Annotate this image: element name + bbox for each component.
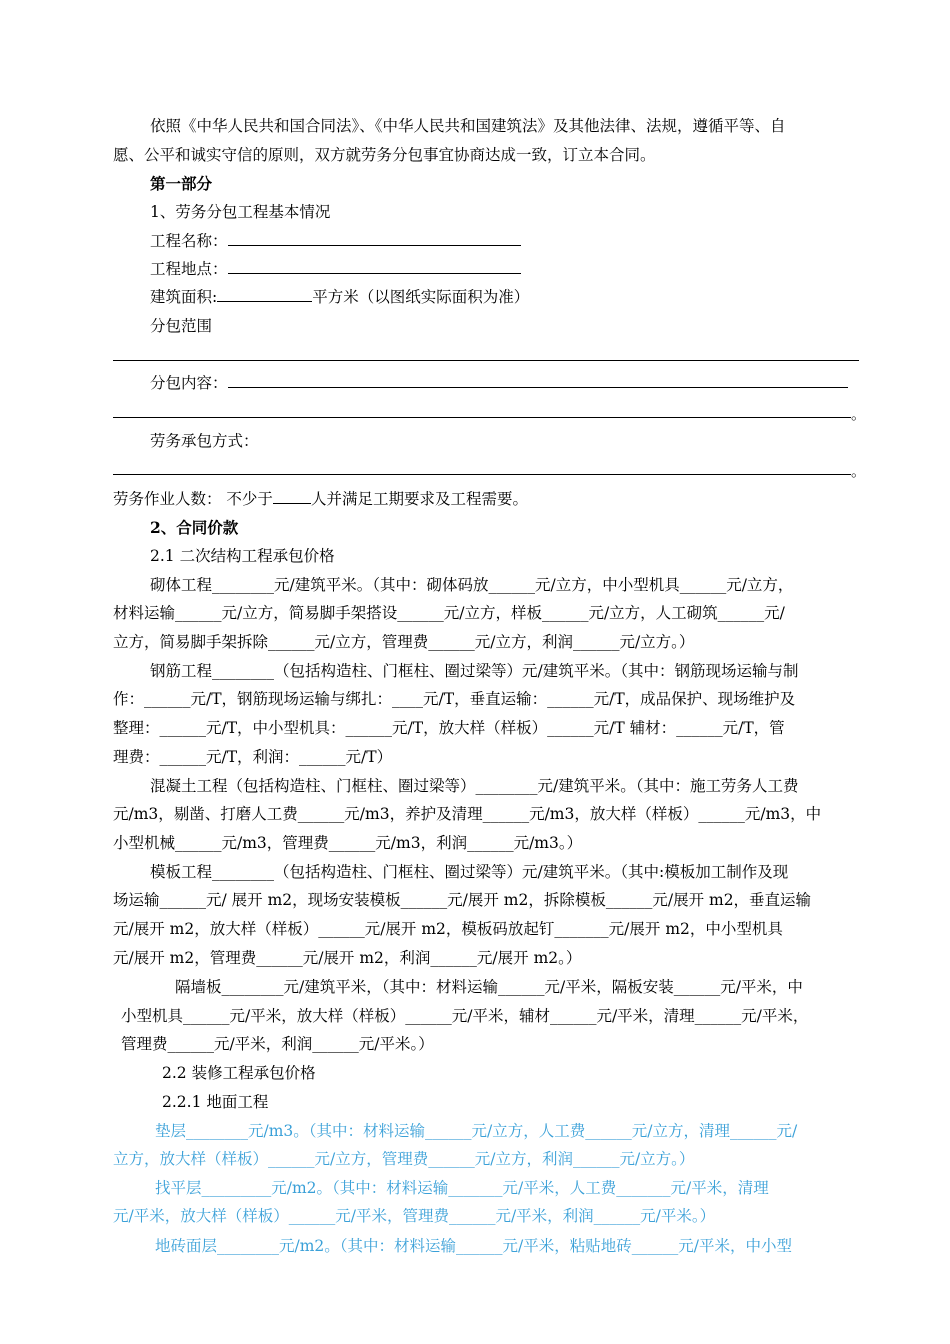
tile-line: 地砖面层________元/m2。（其中：材料运输______元/平米，粘贴地砖______元/平米，中小型 xyxy=(155,1237,792,1255)
project-location-row xyxy=(150,259,900,279)
leveling-line: 元/平米，放大样（样板）______元/平米，管理费______元/平米，利润______元/平米。） xyxy=(113,1207,716,1225)
mode-label: 劳务承包方式： xyxy=(150,432,259,450)
formwork-line: 元/展开 m2，管理费______元/展开 m2，利润______元/展开 m2。） xyxy=(113,949,582,967)
project-name-field[interactable] xyxy=(228,231,521,246)
area-field[interactable] xyxy=(217,287,312,302)
section-2-1: 2.1 二次结构工程承包价格 xyxy=(150,547,335,565)
masonry-line: 立方，简易脚手架拆除______元/立方，管理费______元/立方，利润______元/立方。） xyxy=(113,633,695,651)
concrete-line: 元/m3，剔凿、打磨人工费______元/m3，养护及清理______元/m3，放大样（样板）______元/m3，中 xyxy=(113,805,822,823)
content-period: 。 xyxy=(851,405,867,423)
concrete-line: 小型机械______元/m3，管理费______元/m3，利润______元/m3。） xyxy=(113,834,583,852)
rebar-line: 理费：______元/T，利润：______元/T） xyxy=(113,748,393,766)
masonry-line: 砌体工程________元/建筑平米。（其中：砌体码放______元/立方，中小型机具______元/立方， xyxy=(150,576,794,594)
section-2-2-1: 2.2.1 地面工程 xyxy=(162,1093,269,1111)
area-row xyxy=(150,287,900,307)
content-field-line-2[interactable] xyxy=(113,417,851,418)
project-name-label: 工程名称： xyxy=(150,232,228,250)
masonry-line: 材料运输______元/立方，简易脚手架搭设______元/立方，样板______元/立方，人工砌筑______元/ xyxy=(113,604,785,622)
section1-heading: 1、劳务分包工程基本情况 xyxy=(150,203,331,221)
project-location-label: 工程地点： xyxy=(150,260,228,278)
intro-line-2: 愿、公平和诚实守信的原则，双方就劳务分包事宜协商达成一致，订立本合同。 xyxy=(113,146,656,164)
workers-suffix: 人并满足工期要求及工程需要。 xyxy=(310,490,528,508)
formwork-line: 场运输______元/ 展开 m2，现场安装模板______元/展开 m2，拆除模板______元/展开 m2，垂直运输 xyxy=(113,891,812,909)
area-label: 建筑面积: xyxy=(150,288,218,306)
partition-line: 管理费______元/平米，利润______元/平米。） xyxy=(121,1035,434,1053)
project-location-field[interactable] xyxy=(228,259,521,274)
intro-line-1: 依照《中华人民共和国合同法》、《中华人民共和国建筑法》及其他法律、法规，遵循平等、自 xyxy=(150,117,786,135)
leveling-line: 找平层_________元/m2。（其中：材料运输_______元/平米，人工费_______元/平米，清理 xyxy=(155,1179,769,1197)
area-suffix: 平方米（以图纸实际面积为准） xyxy=(312,288,530,306)
scope-label: 分包范围 xyxy=(150,317,213,335)
rebar-line: 作：______元/T，钢筋现场运输与绑扎：____元/T，垂直运输：______元/T，成品保护、现场维护及 xyxy=(113,690,796,708)
partition-line: 小型机具______元/平米，放大样（样板）______元/平米，辅材______元/平米，清理______元/平米， xyxy=(121,1007,809,1025)
workers-row xyxy=(113,489,863,509)
concrete-line: 混凝土工程（包括构造柱、门框柱、圈过梁等）________元/建筑平米。（其中：施工劳务人工费 xyxy=(150,777,799,795)
cushion-line: 立方，放大样（样板）______元/立方，管理费______元/立方，利润______元/立方。） xyxy=(113,1150,695,1168)
scope-field[interactable] xyxy=(113,360,859,361)
partition-line: 隔墙板________元/建筑平米，（其中：材料运输______元/平米，隔板安装______元/平米，中 xyxy=(175,978,803,996)
workers-field[interactable] xyxy=(273,489,311,504)
content-field[interactable] xyxy=(228,373,848,388)
workers-label: 劳务作业人数： 不少于 xyxy=(113,490,273,508)
formwork-line: 模板工程________（包括构造柱、门框柱、圈过梁等）元/建筑平米。（其中:模板加工制作及现 xyxy=(150,863,789,881)
rebar-line: 钢筋工程________（包括构造柱、门框柱、圈过梁等）元/建筑平米。（其中：钢筋现场运输与制 xyxy=(150,662,799,680)
section-2-2: 2.2 装修工程承包价格 xyxy=(162,1064,316,1082)
project-name-row xyxy=(150,231,900,251)
part1-title: 第一部分 xyxy=(150,174,213,193)
content-row xyxy=(150,373,900,393)
cushion-line: 垫层________元/m3。（其中：材料运输______元/立方，人工费______元/立方，清理______元/ xyxy=(155,1122,798,1140)
mode-field[interactable] xyxy=(113,474,851,475)
content-label: 分包内容： xyxy=(150,374,228,392)
part2-title: 2、合同价款 xyxy=(150,518,239,537)
rebar-line: 整理：______元/T，中小型机具：______元/T，放大样（样板）______元/T 辅材：______元/T，管 xyxy=(113,719,785,737)
formwork-line: 元/展开 m2，放大样（样板）______元/展开 m2，模板码放起钉_______元/展开 m2，中小型机具 xyxy=(113,920,783,938)
mode-period: 。 xyxy=(851,462,867,480)
